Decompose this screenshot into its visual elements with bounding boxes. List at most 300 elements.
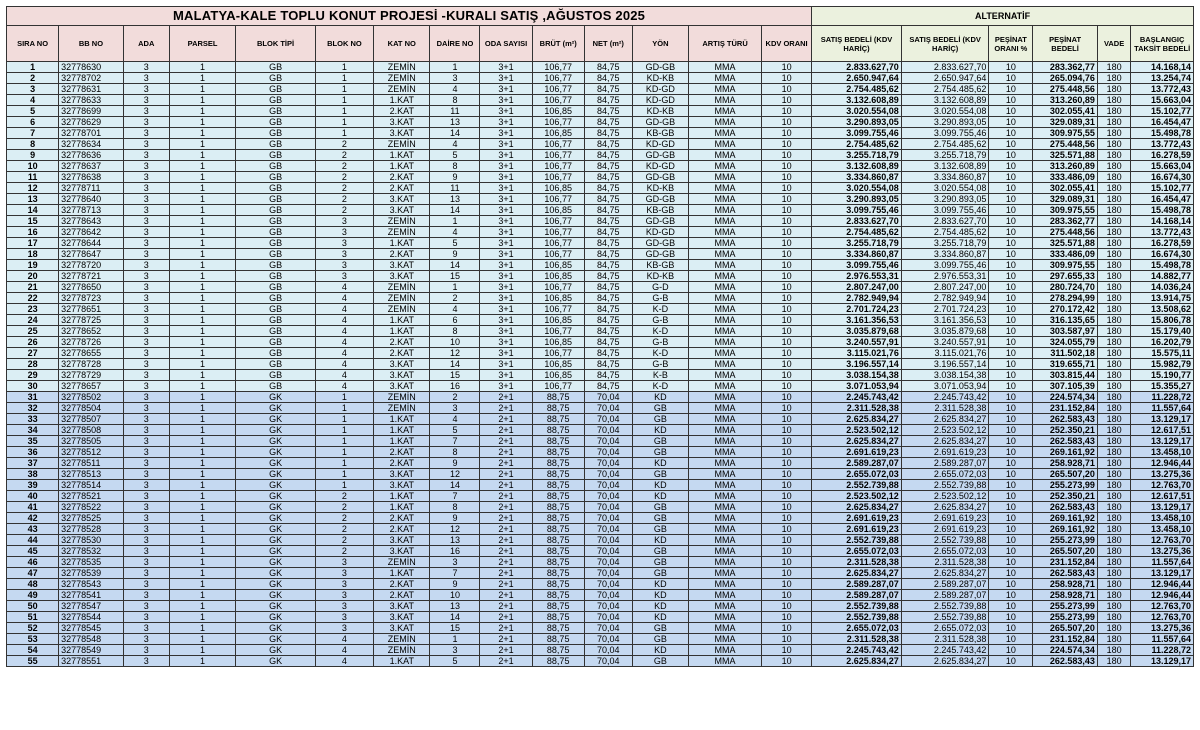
table-cell: GB xyxy=(236,95,315,106)
table-row xyxy=(7,392,1194,403)
table-cell: 262.583,43 xyxy=(1033,436,1098,447)
table-cell: 3.240.557,91 xyxy=(812,337,902,348)
table-cell: 13 xyxy=(430,535,480,546)
table-cell: 84,75 xyxy=(584,271,632,282)
column-header: DAİRE NO xyxy=(430,26,480,62)
table-cell: 70,04 xyxy=(584,469,632,480)
table-cell: 180 xyxy=(1097,370,1130,381)
table-cell: KD-KB xyxy=(632,271,688,282)
table-cell: 3+1 xyxy=(480,381,532,392)
table-cell: GB xyxy=(236,348,315,359)
table-cell: 88,75 xyxy=(532,579,584,590)
table-cell: 180 xyxy=(1097,172,1130,183)
table-cell: 3.038.154,38 xyxy=(812,370,902,381)
table-cell: 180 xyxy=(1097,293,1130,304)
table-cell: 15.575,11 xyxy=(1131,348,1194,359)
table-cell: 3 xyxy=(123,557,169,568)
table-cell: 180 xyxy=(1097,502,1130,513)
table-cell: 180 xyxy=(1097,139,1130,150)
table-cell: 15.498,78 xyxy=(1131,260,1194,271)
table-cell: 307.105,39 xyxy=(1033,381,1098,392)
table-cell: 2+1 xyxy=(480,458,532,469)
table-cell: 258.928,71 xyxy=(1033,579,1098,590)
table-cell: 84,75 xyxy=(584,249,632,260)
table-cell: 15 xyxy=(430,271,480,282)
table-cell: 3 xyxy=(123,216,169,227)
table-cell: 3+1 xyxy=(480,194,532,205)
table-cell: 316.135,65 xyxy=(1033,315,1098,326)
table-cell: 180 xyxy=(1097,590,1130,601)
table-cell: 2+1 xyxy=(480,480,532,491)
table-cell: 32778551 xyxy=(59,656,124,667)
table-cell: 3.KAT xyxy=(374,623,430,634)
table-cell: 2.523.502,12 xyxy=(901,425,989,436)
table-cell: 9 xyxy=(430,513,480,524)
table-cell: 2.KAT xyxy=(374,183,430,194)
table-cell: 10 xyxy=(989,304,1033,315)
table-cell: 12.763,70 xyxy=(1131,612,1194,623)
table-cell: 32778650 xyxy=(59,282,124,293)
table-cell: GB xyxy=(632,436,688,447)
table-cell: 10 xyxy=(989,480,1033,491)
table-cell: 1 xyxy=(169,315,236,326)
table-cell: 84,75 xyxy=(584,205,632,216)
table-cell: 275.448,56 xyxy=(1033,227,1098,238)
table-cell: 1 xyxy=(169,436,236,447)
table-cell: GB xyxy=(236,304,315,315)
table-cell: 262.583,43 xyxy=(1033,414,1098,425)
table-cell: 10 xyxy=(989,645,1033,656)
table-cell: 3+1 xyxy=(480,315,532,326)
table-cell: 10 xyxy=(762,249,812,260)
table-cell: KD-GD xyxy=(632,139,688,150)
table-cell: 32778630 xyxy=(59,62,124,73)
table-cell: 2.552.739,88 xyxy=(901,601,989,612)
table-cell: 1 xyxy=(169,337,236,348)
table-cell: 32778549 xyxy=(59,645,124,656)
table-cell: 3 xyxy=(123,612,169,623)
table-cell: 55 xyxy=(7,656,59,667)
table-cell: 1 xyxy=(169,502,236,513)
alternative-title: ALTERNATİF xyxy=(812,7,1194,26)
table-cell: 10 xyxy=(989,414,1033,425)
table-row xyxy=(7,546,1194,557)
table-cell: GD-GB xyxy=(632,62,688,73)
table-cell: 42 xyxy=(7,513,59,524)
table-cell: 1 xyxy=(169,293,236,304)
table-row xyxy=(7,326,1194,337)
table-cell: 14 xyxy=(430,480,480,491)
table-cell: 1 xyxy=(315,447,373,458)
table-cell: MMA xyxy=(689,480,762,491)
table-cell: 309.975,55 xyxy=(1033,260,1098,271)
table-cell: 2.976.553,31 xyxy=(812,271,902,282)
table-cell: 1 xyxy=(430,62,480,73)
table-cell: 3.KAT xyxy=(374,117,430,128)
table-cell: 275.448,56 xyxy=(1033,84,1098,95)
table-cell: 2+1 xyxy=(480,590,532,601)
table-cell: 84,75 xyxy=(584,117,632,128)
table-cell: MMA xyxy=(689,392,762,403)
table-cell: 10 xyxy=(762,645,812,656)
table-cell: 265.507,20 xyxy=(1033,469,1098,480)
column-header: KDV ORANI xyxy=(762,26,812,62)
table-row xyxy=(7,414,1194,425)
table-row xyxy=(7,271,1194,282)
table-cell: 180 xyxy=(1097,271,1130,282)
table-cell: 2.625.834,27 xyxy=(901,502,989,513)
table-cell: 1.KAT xyxy=(374,150,430,161)
table-cell: 10 xyxy=(762,271,812,282)
table-cell: GB xyxy=(632,502,688,513)
table-cell: GD-GB xyxy=(632,238,688,249)
table-cell: 180 xyxy=(1097,656,1130,667)
table-cell: 2.655.072,03 xyxy=(901,623,989,634)
table-cell: 70,04 xyxy=(584,524,632,535)
table-cell: 10 xyxy=(762,128,812,139)
table-cell: 46 xyxy=(7,557,59,568)
table-cell: 84,75 xyxy=(584,73,632,84)
table-cell: 2.691.619,23 xyxy=(901,524,989,535)
table-cell: GB xyxy=(632,513,688,524)
table-cell: 13.129,17 xyxy=(1131,414,1194,425)
table-cell: 1 xyxy=(315,95,373,106)
table-cell: 53 xyxy=(7,634,59,645)
table-cell: 3 xyxy=(123,469,169,480)
table-cell: KD-GD xyxy=(632,161,688,172)
table-cell: 3.290.893,05 xyxy=(812,194,902,205)
table-cell: 1 xyxy=(169,238,236,249)
table-cell: 8 xyxy=(7,139,59,150)
table-cell: 3 xyxy=(123,293,169,304)
table-cell: 70,04 xyxy=(584,392,632,403)
table-cell: 10 xyxy=(762,205,812,216)
table-cell: 32778545 xyxy=(59,623,124,634)
table-cell: 49 xyxy=(7,590,59,601)
table-cell: GK xyxy=(236,601,315,612)
table-cell: 88,75 xyxy=(532,403,584,414)
table-cell: 36 xyxy=(7,447,59,458)
table-cell: GK xyxy=(236,436,315,447)
table-row xyxy=(7,216,1194,227)
table-cell: 12.946,44 xyxy=(1131,579,1194,590)
table-cell: 30 xyxy=(7,381,59,392)
table-cell: 4 xyxy=(430,227,480,238)
table-cell: 22 xyxy=(7,293,59,304)
table-cell: GB xyxy=(632,557,688,568)
table-cell: KD-GD xyxy=(632,84,688,95)
table-cell: 1 xyxy=(169,326,236,337)
table-cell: 10 xyxy=(989,656,1033,667)
table-cell: 2.311.528,38 xyxy=(812,557,902,568)
table-cell: 3+1 xyxy=(480,117,532,128)
table-cell: G-B xyxy=(632,337,688,348)
table-cell: 1 xyxy=(315,73,373,84)
table-cell: 2.754.485,62 xyxy=(812,84,902,95)
table-cell: KB-GB xyxy=(632,128,688,139)
table-cell: 265.507,20 xyxy=(1033,623,1098,634)
table-cell: 32778728 xyxy=(59,359,124,370)
table-cell: GK xyxy=(236,425,315,436)
table-cell: 1 xyxy=(169,623,236,634)
table-cell: KD-KB xyxy=(632,183,688,194)
table-cell: 5 xyxy=(430,656,480,667)
table-cell: 1 xyxy=(169,403,236,414)
table-cell: 180 xyxy=(1097,183,1130,194)
table-cell: 4 xyxy=(315,359,373,370)
table-cell: 4 xyxy=(315,337,373,348)
table-cell: 32778643 xyxy=(59,216,124,227)
table-cell: 44 xyxy=(7,535,59,546)
table-row xyxy=(7,535,1194,546)
table-cell: 15 xyxy=(7,216,59,227)
table-cell: 10 xyxy=(762,161,812,172)
table-cell: 32778723 xyxy=(59,293,124,304)
table-cell: 4 xyxy=(315,656,373,667)
table-cell: K-D xyxy=(632,381,688,392)
table-cell: 70,04 xyxy=(584,425,632,436)
table-cell: 3+1 xyxy=(480,359,532,370)
table-cell: 70,04 xyxy=(584,447,632,458)
table-cell: 88,75 xyxy=(532,392,584,403)
table-cell: 1 xyxy=(169,62,236,73)
table-cell: 180 xyxy=(1097,480,1130,491)
table-row xyxy=(7,315,1194,326)
table-cell: 10 xyxy=(762,117,812,128)
table-cell: MMA xyxy=(689,238,762,249)
table-cell: 40 xyxy=(7,491,59,502)
table-cell: 2.589.287,07 xyxy=(901,590,989,601)
table-cell: 2.754.485,62 xyxy=(812,227,902,238)
table-cell: 17 xyxy=(7,238,59,249)
table-cell: 15.982,79 xyxy=(1131,359,1194,370)
table-cell: 1 xyxy=(315,436,373,447)
table-cell: MMA xyxy=(689,95,762,106)
column-header: BB NO xyxy=(59,26,124,62)
table-cell: 10 xyxy=(989,546,1033,557)
table-cell: 32778522 xyxy=(59,502,124,513)
table-row xyxy=(7,304,1194,315)
table-row xyxy=(7,579,1194,590)
table-cell: 269.161,92 xyxy=(1033,524,1098,535)
table-cell: MMA xyxy=(689,326,762,337)
table-cell: GD-GB xyxy=(632,150,688,161)
table-cell: 2.625.834,27 xyxy=(812,436,902,447)
table-cell: 13 xyxy=(430,601,480,612)
table-cell: 70,04 xyxy=(584,491,632,502)
table-cell: 2+1 xyxy=(480,623,532,634)
table-cell: 1 xyxy=(430,282,480,293)
table-cell: MMA xyxy=(689,634,762,645)
table-cell: 106,77 xyxy=(532,161,584,172)
table-cell: 2+1 xyxy=(480,447,532,458)
table-cell: 3.334.860,87 xyxy=(812,172,902,183)
column-header: SATIŞ BEDELİ (KDV HARİÇ) xyxy=(901,26,989,62)
table-cell: 3+1 xyxy=(480,282,532,293)
table-cell: 6 xyxy=(7,117,59,128)
table-cell: 1 xyxy=(315,458,373,469)
table-cell: 10 xyxy=(762,436,812,447)
table-cell: 16.202,79 xyxy=(1131,337,1194,348)
table-cell: GB xyxy=(236,73,315,84)
table-cell: GK xyxy=(236,414,315,425)
table-cell: 3.334.860,87 xyxy=(901,249,989,260)
table-cell: 180 xyxy=(1097,546,1130,557)
table-cell: 2.833.627,70 xyxy=(901,216,989,227)
column-header: KAT NO xyxy=(374,26,430,62)
table-cell: 2.589.287,07 xyxy=(901,579,989,590)
table-cell: 2.754.485,62 xyxy=(901,139,989,150)
table-cell: 3.071.053,94 xyxy=(812,381,902,392)
table-cell: 10 xyxy=(762,95,812,106)
table-cell: 180 xyxy=(1097,612,1130,623)
table-cell: 16.278,59 xyxy=(1131,238,1194,249)
table-cell: 2.655.072,03 xyxy=(901,469,989,480)
table-cell: 2+1 xyxy=(480,634,532,645)
table-cell: ZEMİN xyxy=(374,73,430,84)
table-cell: 1 xyxy=(169,557,236,568)
table-cell: 32778525 xyxy=(59,513,124,524)
table-cell: 258.928,71 xyxy=(1033,458,1098,469)
table-cell: MMA xyxy=(689,546,762,557)
table-cell: 1.KAT xyxy=(374,502,430,513)
table-cell: 1 xyxy=(169,645,236,656)
table-cell: 34 xyxy=(7,425,59,436)
table-cell: ZEMİN xyxy=(374,634,430,645)
table-cell: 3+1 xyxy=(480,139,532,150)
table-cell: GB xyxy=(632,568,688,579)
table-cell: G-D xyxy=(632,282,688,293)
table-cell: ZEMİN xyxy=(374,62,430,73)
table-cell: 3.132.608,89 xyxy=(901,95,989,106)
table-cell: 2.807.247,00 xyxy=(812,282,902,293)
table-cell: ZEMİN xyxy=(374,227,430,238)
table-cell: 14 xyxy=(430,205,480,216)
table-cell: 2.552.739,88 xyxy=(812,535,902,546)
table-cell: GK xyxy=(236,568,315,579)
table-cell: 180 xyxy=(1097,623,1130,634)
table-cell: MMA xyxy=(689,194,762,205)
table-cell: 3.099.755,46 xyxy=(812,128,902,139)
table-cell: 106,77 xyxy=(532,216,584,227)
table-cell: 12.763,70 xyxy=(1131,601,1194,612)
table-cell: 3 xyxy=(123,106,169,117)
table-cell: G-B xyxy=(632,293,688,304)
table-cell: 10 xyxy=(989,370,1033,381)
table-cell: 70,04 xyxy=(584,502,632,513)
table-cell: 3 xyxy=(123,161,169,172)
table-cell: 4 xyxy=(430,304,480,315)
table-cell: 50 xyxy=(7,601,59,612)
table-cell: 106,85 xyxy=(532,315,584,326)
table-cell: 180 xyxy=(1097,348,1130,359)
table-cell: 3.290.893,05 xyxy=(812,117,902,128)
table-cell: 3 xyxy=(123,62,169,73)
table-cell: 4 xyxy=(315,381,373,392)
table-cell: 10 xyxy=(989,513,1033,524)
table-cell: 106,77 xyxy=(532,139,584,150)
table-cell: 84,75 xyxy=(584,95,632,106)
table-cell: 4 xyxy=(430,414,480,425)
table-cell: 15.190,77 xyxy=(1131,370,1194,381)
table-cell: 15.102,77 xyxy=(1131,183,1194,194)
table-cell: 1 xyxy=(169,634,236,645)
table-cell: 33 xyxy=(7,414,59,425)
table-cell: 12.946,44 xyxy=(1131,458,1194,469)
table-cell: 11.228,72 xyxy=(1131,645,1194,656)
table-cell: 1 xyxy=(169,590,236,601)
table-cell: 180 xyxy=(1097,227,1130,238)
table-cell: GB xyxy=(236,183,315,194)
table-cell: 2 xyxy=(7,73,59,84)
column-header: BLOK NO xyxy=(315,26,373,62)
table-cell: 70,04 xyxy=(584,546,632,557)
table-cell: MMA xyxy=(689,117,762,128)
table-cell: 1 xyxy=(315,425,373,436)
table-cell: 39 xyxy=(7,480,59,491)
table-cell: 3.020.554,08 xyxy=(901,183,989,194)
table-cell: 10 xyxy=(989,326,1033,337)
table-cell: 84,75 xyxy=(584,139,632,150)
table-cell: 1 xyxy=(315,392,373,403)
table-cell: 180 xyxy=(1097,95,1130,106)
table-cell: 3+1 xyxy=(480,227,532,238)
table-cell: GB xyxy=(632,469,688,480)
table-cell: 180 xyxy=(1097,337,1130,348)
table-cell: MMA xyxy=(689,568,762,579)
table-cell: 2+1 xyxy=(480,568,532,579)
spreadsheet xyxy=(6,6,1194,667)
table-cell: 32778634 xyxy=(59,139,124,150)
table-cell: 1 xyxy=(315,469,373,480)
table-cell: 2+1 xyxy=(480,557,532,568)
table-cell: 10 xyxy=(989,161,1033,172)
table-cell: 3.099.755,46 xyxy=(901,128,989,139)
table-cell: 12.946,44 xyxy=(1131,590,1194,601)
table-cell: 3 xyxy=(123,326,169,337)
table-cell: GB xyxy=(236,227,315,238)
table-cell: 1 xyxy=(315,414,373,425)
table-cell: 15.179,40 xyxy=(1131,326,1194,337)
table-cell: 10 xyxy=(762,315,812,326)
table-cell: K-D xyxy=(632,304,688,315)
table-cell: 10 xyxy=(989,491,1033,502)
table-cell: 180 xyxy=(1097,491,1130,502)
table-cell: 70,04 xyxy=(584,568,632,579)
table-cell: 106,85 xyxy=(532,293,584,304)
table-cell: MMA xyxy=(689,502,762,513)
table-cell: 2.655.072,03 xyxy=(901,546,989,557)
table-cell: 2.552.739,88 xyxy=(812,480,902,491)
table-cell: 4 xyxy=(315,326,373,337)
table-cell: 1 xyxy=(169,150,236,161)
table-cell: 106,85 xyxy=(532,359,584,370)
table-cell: 37 xyxy=(7,458,59,469)
table-cell: KD xyxy=(632,612,688,623)
table-cell: 10 xyxy=(989,557,1033,568)
table-cell: 13.254,74 xyxy=(1131,73,1194,84)
table-cell: 3 xyxy=(123,634,169,645)
table-cell: 2.245.743,42 xyxy=(812,645,902,656)
table-cell: 258.928,71 xyxy=(1033,590,1098,601)
table-cell: 333.486,09 xyxy=(1033,172,1098,183)
table-cell: 3 xyxy=(123,315,169,326)
table-cell: 3 xyxy=(315,271,373,282)
table-cell: 3+1 xyxy=(480,73,532,84)
table-cell: 3.115.021,76 xyxy=(901,348,989,359)
table-cell: 5 xyxy=(430,238,480,249)
table-cell: 3 xyxy=(315,601,373,612)
